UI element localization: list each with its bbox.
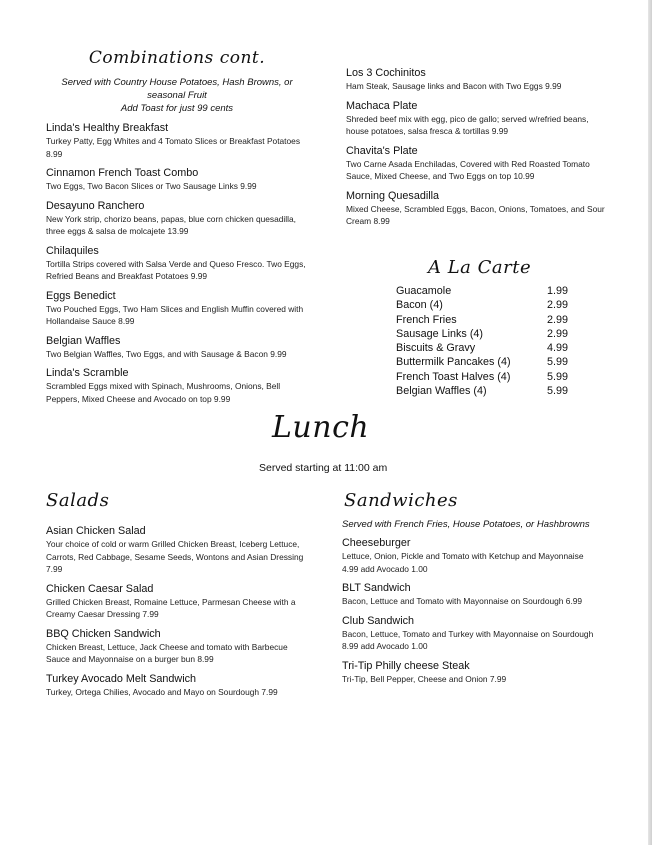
item-price: 4.99: [546, 342, 568, 355]
menu-item-desc: Bacon, Lettuce and Tomato with Mayonnaise on Sourdough 6.99: [342, 596, 583, 606]
menu-item-name: Morning Quesadilla: [346, 189, 440, 202]
item-name: Belgian Waffles (4): [396, 385, 487, 398]
menu-item-name: Eggs Benedict: [46, 289, 116, 302]
menu-item-name: Club Sandwich: [342, 614, 415, 627]
sandwiches-subtitle: Served with French Fries, House Potatoes, or Hashbrowns: [342, 519, 590, 530]
menu-item-desc: Lettuce, Onion, Pickle and Tomato with Ketchup and Mayonnaise 4.99 add Avocado 1.00: [342, 551, 584, 574]
item-price: 1.99: [546, 285, 568, 297]
menu-item-desc: Your choice of cold or warm Grilled Chicken Breast, Iceberg Lettuce, Carrots, Red Cabbage, Sesame Seeds, Wontons and Asian Dressing 7.99: [46, 539, 304, 574]
menu-item-desc: Grilled Chicken Breast, Romaine Lettuce, Parmesan Cheese with a Creamy Caesar Dressing 7.99: [46, 596, 296, 619]
menu-item-name: Turkey Avocado Melt Sandwich: [46, 672, 197, 685]
combinations-right-section: [346, 66, 606, 234]
menu-item-desc: Scrambled Eggs mixed with Spinach, Mushrooms, Onions, Bell Peppers, Mixed Cheese and Avocado on top 9.99: [46, 381, 281, 404]
menu-item-desc: Shreded beef mix with egg, pico de gallo; served w/refried beans, house potatoes, salsa fresca & tortillas 9.99: [346, 113, 589, 136]
menu-item: [346, 144, 606, 183]
menu-item-name: Los 3 Cochinitos: [346, 67, 426, 79]
menu-item-name: Chavita's Plate: [346, 144, 418, 157]
item-name: French Toast Halves (4): [396, 370, 511, 383]
menu-item: [46, 672, 312, 699]
lunch-title: Lunch: [272, 410, 370, 445]
list-item: [396, 313, 568, 327]
menu-item-name: Chicken Caesar Salad: [46, 582, 154, 595]
menu-item-name: Cinnamon French Toast Combo: [46, 167, 199, 179]
menu-item: [346, 189, 606, 228]
menu-item: [46, 244, 308, 283]
item-name: Guacamole: [396, 285, 452, 297]
menu-item: [46, 524, 312, 576]
item-name: Biscuits & Gravy: [396, 342, 476, 355]
salads-title: Salads: [46, 490, 110, 511]
combinations-subtitle-block: [46, 76, 308, 115]
menu-item-name: Chilaquiles: [46, 244, 99, 257]
menu-item: [342, 659, 602, 686]
menu-item-name: BBQ Chicken Sandwich: [46, 627, 161, 640]
salads-section: [46, 524, 312, 704]
page-edge: [648, 0, 652, 845]
menu-item: [46, 582, 312, 621]
menu-item-name: BLT Sandwich: [342, 582, 411, 594]
menu-item: [46, 199, 308, 238]
menu-item-desc: Bacon, Lettuce, Tomato and Turkey with Mayonnaise on Sourdough 8.99 add Avocado 1.00: [342, 628, 594, 651]
menu-item-desc: Two Carne Asada Enchiladas, Covered with Red Roasted Tomato Sauce, Mixed Cheese, and Two Eggs on top 10.99: [346, 158, 590, 181]
menu-item: [46, 289, 308, 328]
menu-item-desc: Two Pouched Eggs, Two Ham Slices and English Muffin covered with Hollandaise Sauce 8.99: [46, 303, 304, 326]
item-name: Sausage Links (4): [396, 327, 484, 340]
menu-item: [342, 581, 602, 608]
list-item: [396, 327, 568, 341]
menu-item: [342, 614, 602, 653]
menu-item-desc: Chicken Breast, Lettuce, Jack Cheese and tomato with Barbecue Sauce and Mayonnaise on a burger bun 8.99: [46, 641, 288, 664]
item-price: 5.99: [546, 385, 568, 398]
menu-item: [46, 366, 308, 405]
menu-item-name: Asian Chicken Salad: [46, 525, 146, 537]
toast-note: Add Toast for just 99 cents: [120, 103, 234, 114]
menu-item-name: Tri-Tip Philly cheese Steak: [342, 659, 470, 672]
item-price: 2.99: [546, 299, 568, 312]
item-name: French Fries: [396, 313, 457, 326]
lunch-subtitle: Served starting at 11:00 am: [259, 462, 388, 474]
menu-item-name: Belgian Waffles: [46, 334, 121, 347]
menu-item-desc: Two Eggs, Two Bacon Slices or Two Sausage Links 9.99: [46, 181, 257, 191]
a-la-carte-title: A La Carte: [428, 257, 532, 278]
menu-item-desc: New York strip, chorizo beans, papas, blue corn chicken quesadilla, three eggs & salsa de molcajete 13.99: [46, 213, 296, 236]
item-name: Bacon (4): [396, 299, 443, 312]
list-item: [396, 384, 568, 398]
item-price: 5.99: [546, 356, 568, 369]
menu-item-name: Linda's Scramble: [46, 367, 129, 379]
menu-item-desc: Turkey Patty, Egg Whites and 4 Tomato Slices or Breakfast Potatoes 8.99: [46, 136, 301, 159]
menu-item-desc: Two Belgian Waffles, Two Eggs, and with Sausage & Bacon 9.99: [46, 348, 287, 359]
menu-item-name: Desayuno Ranchero: [46, 199, 145, 212]
menu-item-name: Machaca Plate: [346, 99, 418, 112]
menu-item-name: Cheeseburger: [342, 537, 411, 549]
menu-item: [346, 99, 606, 138]
menu-item: [346, 66, 606, 93]
combinations-subtitle: Served with Country House Potatoes, Hash Browns, or seasonal Fruit: [61, 77, 293, 101]
menu-item: [46, 334, 308, 361]
menu-item: [46, 627, 312, 666]
list-item: [396, 355, 568, 369]
sandwiches-section: [342, 536, 602, 691]
list-item: [396, 284, 568, 298]
menu-item: [46, 166, 308, 193]
menu-item-desc: Tri-Tip, Bell Pepper, Cheese and Onion 7.99: [342, 673, 507, 684]
menu-item-desc: Tortilla Strips covered with Salsa Verde and Queso Fresco. Two Eggs, Refried Beans and Breakfast Potatoes 9.99: [46, 258, 306, 281]
a-la-carte-list: [396, 284, 568, 398]
menu-item-desc: Mixed Cheese, Scrambled Eggs, Bacon, Onions, Tomatoes, and Sour Cream 8.99: [346, 203, 605, 226]
item-price: 2.99: [546, 313, 568, 326]
menu-item-desc: Ham Steak, Sausage links and Bacon with Two Eggs 9.99: [346, 81, 562, 91]
item-price: 5.99: [546, 370, 568, 383]
list-item: [396, 370, 568, 384]
menu-item-desc: Turkey, Ortega Chilies, Avocado and Mayo on Sourdough 7.99: [46, 686, 278, 697]
combinations-section: [46, 48, 308, 411]
menu-item: [46, 121, 308, 160]
list-item: [396, 341, 568, 355]
combinations-title: Combinations cont.: [88, 48, 266, 68]
item-name: Buttermilk Pancakes (4): [396, 356, 511, 369]
item-price: 2.99: [546, 327, 568, 340]
list-item: [396, 298, 568, 312]
menu-item-name: Linda's Healthy Breakfast: [46, 122, 169, 134]
sandwiches-title: Sandwiches: [344, 490, 458, 511]
menu-item: [342, 536, 602, 575]
